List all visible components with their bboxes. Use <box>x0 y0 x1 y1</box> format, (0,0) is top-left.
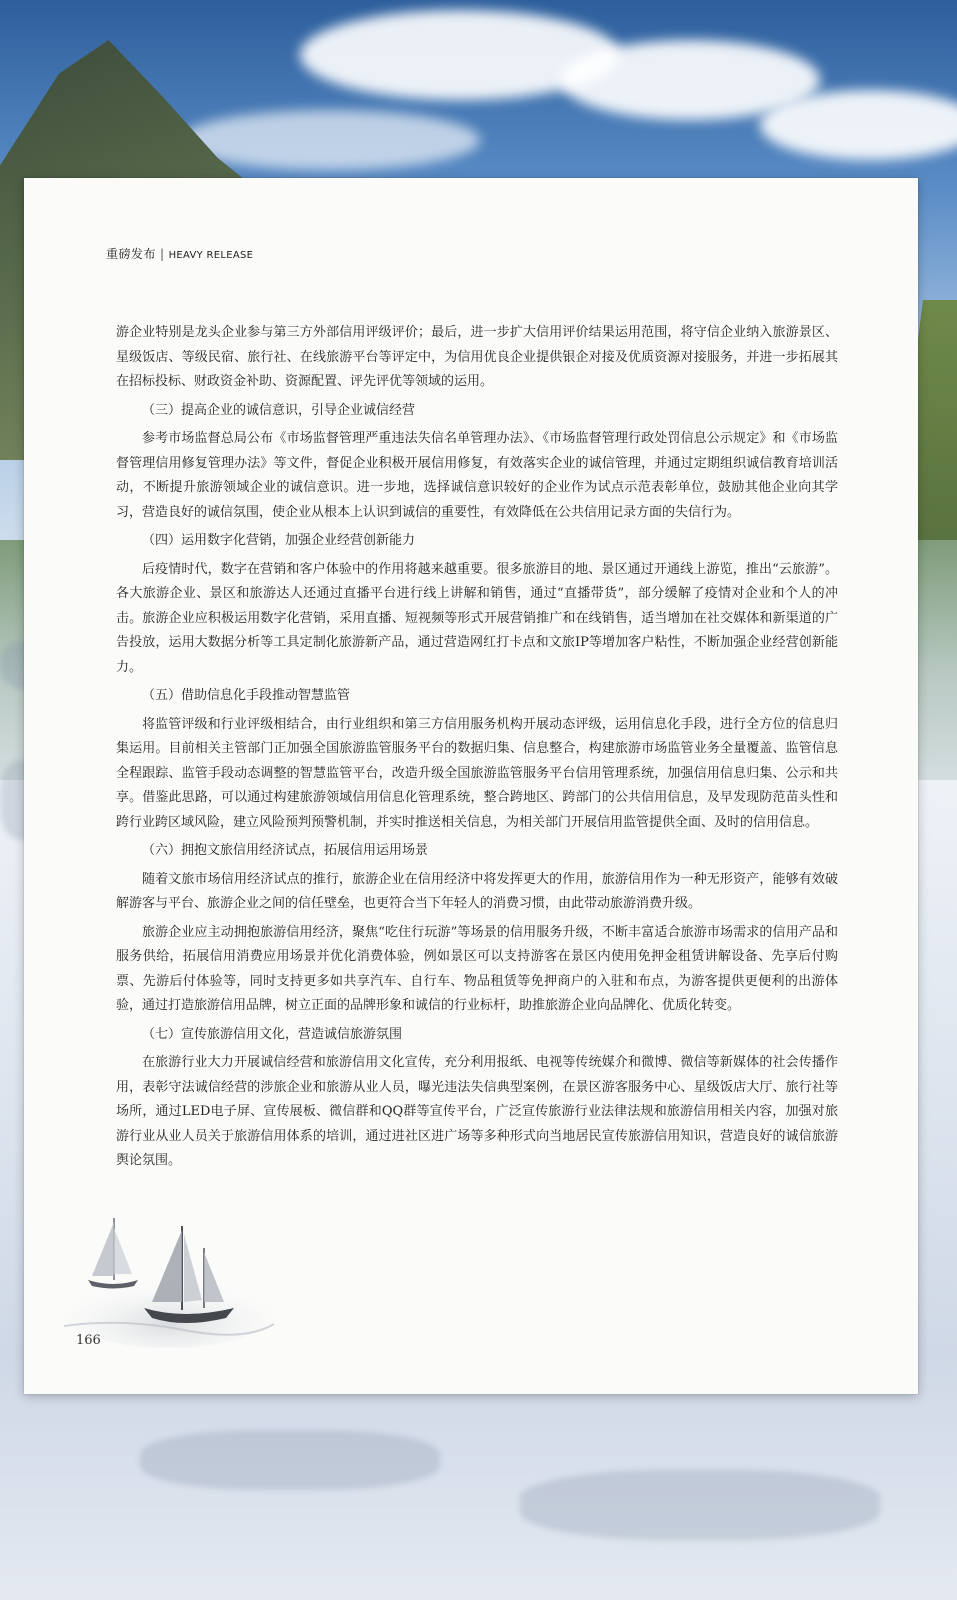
paragraph: 在旅游行业大力开展诚信经营和旅游信用文化宣传，充分利用报纸、电视等传统媒介和微博、微信等新媒体的社会传播作用，表彰守法诚信经营的涉旅企业和旅游从业人员，曝光违法失信典型案例，在景区游客服务中心、星级饭店大厅、旅行社等场所，通过LED电子屏、宣传展板、微信群和QQ群等宣传平台，广泛宣传旅游行业法律法规和旅游信用相关内容，加强对旅游行业从业人员关于旅游信用体系的培训，通过进社区进广场等多种形式向当地居民宣传旅游信用知识，营造良好的诚信旅游舆论氛围。 <box>116 1055 838 1168</box>
section-header <box>106 245 253 262</box>
subheading: （三）提高企业的诚信意识，引导企业诚信经营 <box>142 402 416 418</box>
paragraph: 后疫情时代，数字在营销和客户体验中的作用将越来越重要。很多旅游目的地、景区通过开通线上游览，推出“云旅游”。各大旅游企业、景区和旅游达人还通过直播平台进行线上讲解和销售，通过“直播带货”，部分缓解了疫情对企业和个人的冲击。旅游企业应积极运用数字化营销，采用直播、短视频等形式开展营销推广和在线销售，适当增加在社交媒体和新渠道的广告投放，运用大数据分析等工具定制化旅游新产品，通过营造网红打卡点和文旅IP等增加客户粘性，不断加强企业经营创新能力。 <box>116 561 838 675</box>
ink-brush-stroke <box>140 1430 440 1490</box>
subheading: （七）宣传旅游信用文化，营造诚信旅游氛围 <box>142 1026 403 1042</box>
paragraph: 随着文旅市场信用经济试点的推行，旅游企业在信用经济中将发挥更大的作用，旅游信用作为一种无形资产，能够有效破解游客与平台、旅游企业之间的信任壁垒，也更符合当下年轻人的消费习惯，由此带动旅游消费升级。 <box>116 871 838 911</box>
paragraph: 参考市场监督总局公布《市场监督管理严重违法失信名单管理办法》、《市场监督管理行政处罚信息公示规定》和《市场监督管理信用修复管理办法》等文件，督促企业积极开展信用修复，有效落实企业的诚信管理，并通过定期组织诚信教育培训活动，不断提升旅游领域企业的诚信意识。进一步地，选择诚信意识较好的企业作为试点示范表彰单位，鼓励其他企业向其学习，营造良好的诚信氛围，使企业从根本上认识到诚信的重要性，有效降低在公共信用记录方面的失信行为。 <box>116 431 838 520</box>
subheading: （六）拥抱文旅信用经济试点，拓展信用运用场景 <box>142 843 429 858</box>
cloud <box>180 110 480 170</box>
page-sheet <box>24 178 918 1394</box>
section-title-en: HEAVY RELEASE <box>168 250 254 261</box>
header-separator: | <box>160 247 165 261</box>
paragraph: 旅游企业应主动拥抱旅游信用经济，聚焦“吃住行玩游”等场景的信用服务升级，不断丰富适合旅游市场需求的信用产品和服务供给，拓展信用消费应用场景并优化消费体验，例如景区可以支持游客在景区内使用免押金租赁讲解设备、先享后付购票、先游后付体验等，同时支持更多如共享汽车、自行车、物品租赁等免押商户的入驻和布点，为游客提供更便利的出游体验，通过打造旅游信用品牌，树立正面的品牌形象和诚信的行业标杆，助推旅游企业向品牌化、优质化转变。 <box>116 924 838 1013</box>
sailboat-ink-icon <box>64 1198 274 1348</box>
paragraph: 游企业特别是龙头企业参与第三方外部信用评级评价；最后，进一步扩大信用评价结果运用范围，将守信企业纳入旅游景区、星级饭店、等级民宿、旅行社、在线旅游平台等评定中，为信用优良企业提供银企对接及优质资源对接服务，并进一步拓展其在招标投标、财政资金补助、资源配置、评先评优等领域的运用。 <box>116 325 838 389</box>
paragraph: 将监管评级和行业评级相结合，由行业组织和第三方信用服务机构开展动态评级，运用信息化手段，进行全方位的信息归集运用。目前相关主管部门正加强全国旅游监管服务平台的数据归集、信息整合，构建旅游市场监管业务全量覆盖、监管信息全程跟踪、监管手段动态调整的智慧监管平台，改造升级全国旅游监管服务平台信用管理系统，加强信用信息归集、公示和共享。借鉴此思路，可以通过构建旅游领域信用信息化管理系统，整合跨地区、跨部门的公共信用信息，及早发现防范苗头性和跨行业跨区域风险，建立风险预判预警机制，并实时推送相关信息，为相关部门开展信用监管提供全面、及时的信用信息。 <box>116 716 838 830</box>
page-number: 166 <box>76 1333 101 1348</box>
article-body <box>116 321 838 1178</box>
subheading: （五）借助信息化手段推动智慧监管 <box>142 688 351 703</box>
section-title-cn: 重磅发布 <box>106 247 157 261</box>
ink-brush-stroke <box>520 1470 880 1540</box>
subheading: （四）运用数字化营销，加强企业经营创新能力 <box>142 533 416 548</box>
